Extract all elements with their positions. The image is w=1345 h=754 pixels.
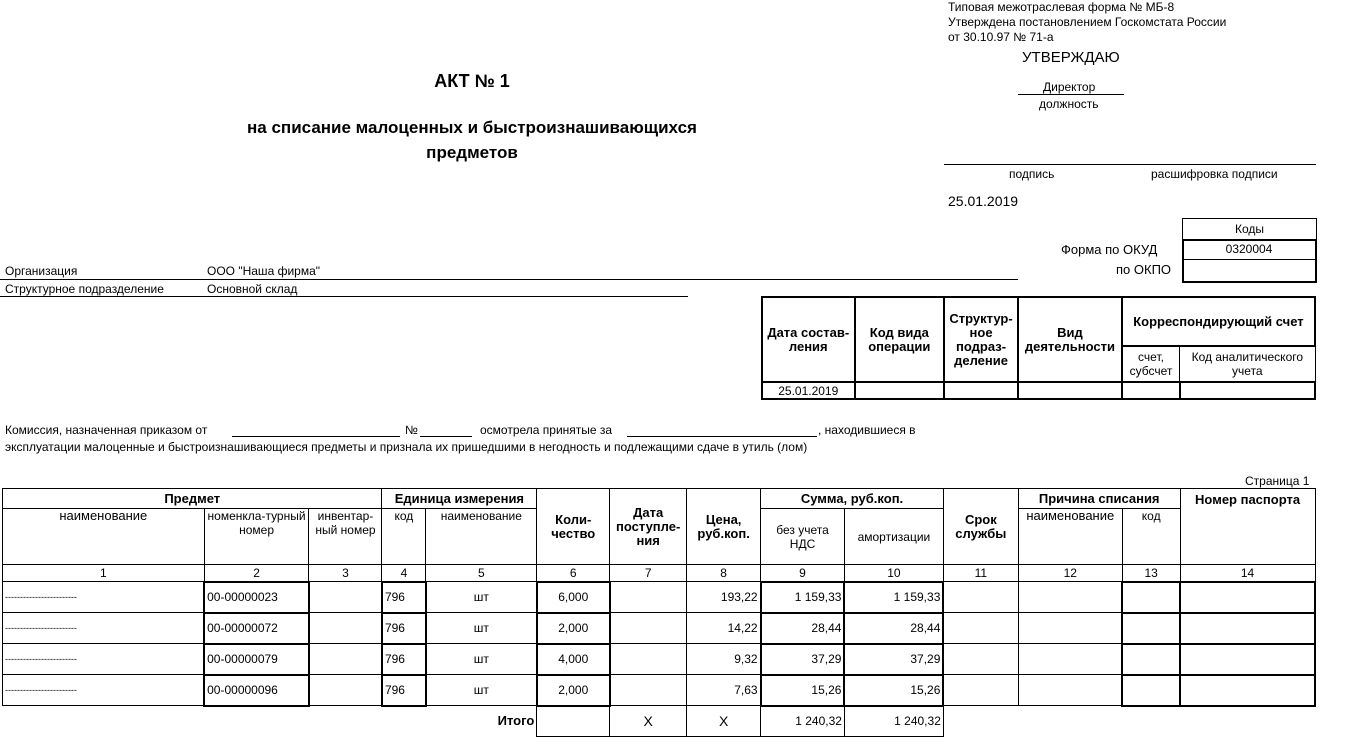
total-x-price: X xyxy=(687,706,761,737)
h-qty: Коли-чество xyxy=(537,489,610,565)
order-number-line xyxy=(420,436,472,437)
signature-caption: подпись xyxy=(1009,167,1055,181)
meta-h-subaccount: счет, субсчет xyxy=(1122,346,1180,382)
row-nomen: 00-00000079 xyxy=(204,644,309,675)
total-sum: 1 240,32 xyxy=(761,706,845,737)
total-qty xyxy=(537,706,610,737)
row-term xyxy=(943,644,1018,675)
h-date-in: Дата поступле-ния xyxy=(610,489,687,565)
row-sum: 37,29 xyxy=(761,644,845,675)
row-unit-name: шт xyxy=(426,613,537,644)
row-sum: 1 159,33 xyxy=(761,582,845,613)
row-amort: 28,44 xyxy=(844,613,943,644)
row-amort: 1 159,33 xyxy=(844,582,943,613)
row-sum: 15,26 xyxy=(761,675,845,706)
row-unit-name: шт xyxy=(426,644,537,675)
total-spacer xyxy=(1018,706,1122,737)
codes-header: Коды xyxy=(1182,218,1317,240)
dept-value: Основной склад xyxy=(207,282,298,296)
row-name: ------------------------ xyxy=(3,675,205,706)
row-passport xyxy=(1180,675,1315,706)
org-value: ООО "Наша фирма" xyxy=(207,264,321,278)
col-number-row xyxy=(3,565,1316,582)
okud-label: Форма по ОКУД xyxy=(1061,242,1158,257)
row-nomen: 00-00000096 xyxy=(204,675,309,706)
row-unit-name: шт xyxy=(426,582,537,613)
meta-v-activity xyxy=(1018,382,1122,399)
total-spacer xyxy=(382,706,426,737)
total-spacer xyxy=(3,706,205,737)
col-number: 1 xyxy=(3,565,205,582)
row-reason-code xyxy=(1122,675,1180,706)
approval-title: УТВЕРЖДАЮ xyxy=(1022,49,1120,66)
row-inv xyxy=(309,644,382,675)
row-reason-name xyxy=(1018,675,1122,706)
approval-date: 25.01.2019 xyxy=(948,193,1019,209)
row-reason-code xyxy=(1122,582,1180,613)
table-row xyxy=(3,613,1316,644)
total-row xyxy=(3,706,1316,737)
row-name: ------------------------ xyxy=(3,582,205,613)
row-passport xyxy=(1180,644,1315,675)
h-amort: амортизации xyxy=(844,509,943,565)
col-number: 10 xyxy=(844,565,943,582)
col-number: 13 xyxy=(1122,565,1180,582)
row-unit-code: 796 xyxy=(382,644,426,675)
row-inv xyxy=(309,613,382,644)
doc-title: АКТ № 1 xyxy=(434,71,510,91)
table-row xyxy=(3,644,1316,675)
codes-divider xyxy=(1182,259,1316,260)
page-label: Страница 1 xyxy=(1245,474,1310,488)
col-number: 4 xyxy=(382,565,426,582)
row-qty: 2,000 xyxy=(537,675,610,706)
row-name: ------------------------ xyxy=(3,644,205,675)
total-label: Итого xyxy=(426,706,537,737)
col-number: 11 xyxy=(943,565,1018,582)
row-term xyxy=(943,582,1018,613)
h-reason-code: код xyxy=(1122,509,1180,565)
row-inv xyxy=(309,582,382,613)
row-term xyxy=(943,613,1018,644)
h-unit: Единица измерения xyxy=(382,489,537,509)
row-qty: 2,000 xyxy=(537,613,610,644)
meta-h-date: Дата состав-ления xyxy=(762,297,855,382)
decoding-caption: расшифровка подписи xyxy=(1151,167,1278,181)
row-price: 193,22 xyxy=(687,582,761,613)
meta-h-dept: Структур-ное подраз-деление xyxy=(944,297,1018,382)
meta-v-date: 25.01.2019 xyxy=(762,382,855,399)
row-nomen: 00-00000072 xyxy=(204,613,309,644)
okud-value: 0320004 xyxy=(1225,242,1273,256)
row-date-in xyxy=(610,613,687,644)
row-amort: 15,26 xyxy=(844,675,943,706)
period-line xyxy=(627,436,817,437)
row-unit-code: 796 xyxy=(382,675,426,706)
doc-subtitle-line2: предметов xyxy=(426,143,518,162)
meta-v-dept xyxy=(944,382,1018,399)
col-number: 8 xyxy=(687,565,761,582)
total-amort: 1 240,32 xyxy=(844,706,943,737)
form-header-line2: Утверждена постановлением Госкомстата России xyxy=(948,15,1227,29)
meta-h-activity: Вид деятельности xyxy=(1018,297,1122,382)
row-unit-code: 796 xyxy=(382,582,426,613)
col-number: 6 xyxy=(537,565,610,582)
h-passport: Номер паспорта xyxy=(1180,489,1315,565)
col-number: 14 xyxy=(1180,565,1315,582)
row-date-in xyxy=(610,582,687,613)
total-spacer xyxy=(1180,706,1315,737)
row-reason-name xyxy=(1018,644,1122,675)
okpo-label: по ОКПО xyxy=(1116,262,1172,277)
h-price: Цена, руб.коп. xyxy=(687,489,761,565)
h-inv: инвентар-ный номер xyxy=(309,509,382,565)
row-price: 7,63 xyxy=(687,675,761,706)
form-header-line3: от 30.10.97 № 71-а xyxy=(948,30,1054,44)
row-qty: 6,000 xyxy=(537,582,610,613)
meta-table xyxy=(761,296,1316,400)
row-nomen: 00-00000023 xyxy=(204,582,309,613)
row-unit-name: шт xyxy=(426,675,537,706)
row-date-in xyxy=(610,675,687,706)
total-spacer xyxy=(943,706,1018,737)
h-name: наименование xyxy=(3,509,205,565)
col-number: 5 xyxy=(426,565,537,582)
position-underline xyxy=(1018,94,1124,95)
row-reason-code xyxy=(1122,644,1180,675)
h-reason-name: наименование xyxy=(1018,509,1122,565)
h-unit-code: код xyxy=(382,509,426,565)
table-row xyxy=(3,582,1316,613)
row-inv xyxy=(309,675,382,706)
row-sum: 28,44 xyxy=(761,613,845,644)
h-sum: Сумма, руб.коп. xyxy=(761,489,944,509)
meta-v-analytic xyxy=(1180,382,1315,399)
col-number: 3 xyxy=(309,565,382,582)
row-amort: 37,29 xyxy=(844,644,943,675)
total-spacer xyxy=(309,706,382,737)
col-number: 7 xyxy=(610,565,687,582)
form-header xyxy=(948,0,1226,45)
total-spacer xyxy=(1122,706,1180,737)
commission-p4: , находившиеся в xyxy=(818,423,916,437)
h-reason: Причина списания xyxy=(1018,489,1180,509)
row-reason-code xyxy=(1122,613,1180,644)
row-term xyxy=(943,675,1018,706)
row-reason-name xyxy=(1018,613,1122,644)
org-underline xyxy=(0,279,1018,280)
row-passport xyxy=(1180,613,1315,644)
approval-position-value: Директор xyxy=(1043,80,1096,94)
doc-subtitle-line1: на списание малоценных и быстроизнашивающихся xyxy=(247,118,697,137)
total-x-date: X xyxy=(610,706,687,737)
signature-line xyxy=(944,164,1316,165)
main-table xyxy=(2,488,1316,737)
row-passport xyxy=(1180,582,1315,613)
h-term: Срок службы xyxy=(943,489,1018,565)
h-item: Предмет xyxy=(3,489,382,509)
commission-p1: Комиссия, назначенная приказом от xyxy=(5,423,208,437)
col-number: 2 xyxy=(204,565,309,582)
meta-h-analytic: Код аналитического учета xyxy=(1180,346,1315,382)
col-number: 12 xyxy=(1018,565,1122,582)
row-reason-name xyxy=(1018,582,1122,613)
dept-underline xyxy=(0,296,688,297)
meta-v-subaccount xyxy=(1122,382,1180,399)
row-qty: 4,000 xyxy=(537,644,610,675)
row-price: 14,22 xyxy=(687,613,761,644)
form-header-line1: Типовая межотраслевая форма № МБ-8 xyxy=(948,0,1175,14)
h-nomen: номенкла-турный номер xyxy=(204,509,309,565)
meta-h-opcode: Код вида операции xyxy=(855,297,945,382)
table-row xyxy=(3,675,1316,706)
order-date-line xyxy=(232,436,400,437)
row-price: 9,32 xyxy=(687,644,761,675)
dept-label: Структурное подразделение xyxy=(5,282,164,296)
commission-line2: эксплуатации малоценные и быстроизнашивающиеся предметы и признала их пришедшими в негодность и подлежащими сдаче в утиль (лом) xyxy=(5,440,808,454)
approval-position-caption: должность xyxy=(1039,97,1099,111)
meta-h-account: Корреспондирующий счет xyxy=(1122,297,1315,346)
meta-v-opcode xyxy=(855,382,945,399)
row-name: ------------------------ xyxy=(3,613,205,644)
h-no-vat: без учета НДС xyxy=(761,509,845,565)
row-date-in xyxy=(610,644,687,675)
total-spacer xyxy=(204,706,309,737)
org-label: Организация xyxy=(5,264,78,278)
commission-p2: № xyxy=(405,423,418,437)
h-unit-name: наименование xyxy=(426,509,537,565)
row-unit-code: 796 xyxy=(382,613,426,644)
col-number: 9 xyxy=(761,565,845,582)
commission-p3: осмотрела принятые за xyxy=(480,423,613,437)
